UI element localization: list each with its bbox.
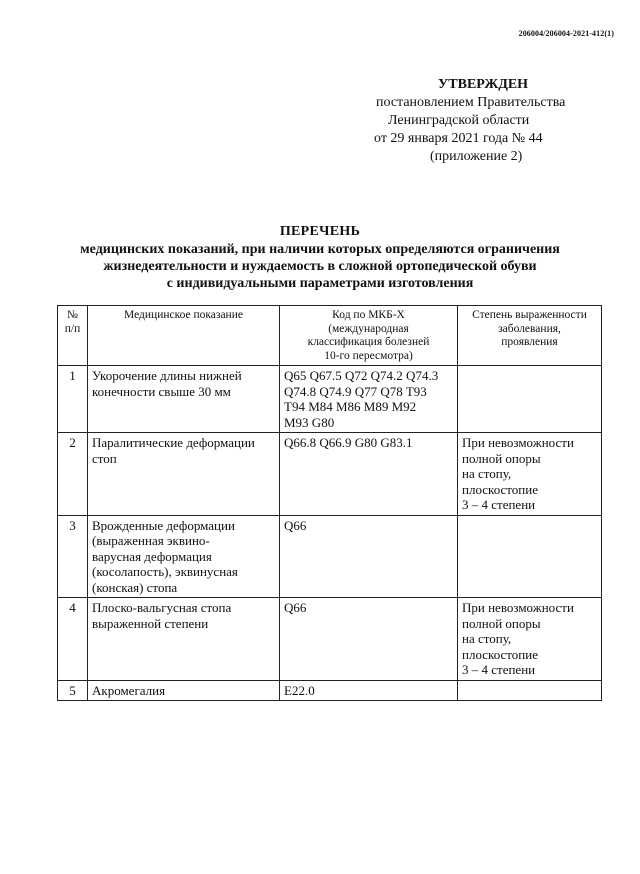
table-body <box>58 366 602 701</box>
table-header-row <box>58 306 602 366</box>
indication-line: выраженной степени <box>92 615 209 631</box>
severity-line: При невозможности <box>462 600 574 615</box>
header-code <box>280 306 458 366</box>
table-row <box>58 598 602 681</box>
indication-line: (косолапость), эквинусная <box>92 564 238 579</box>
icd-code-line: M93 G80 <box>284 414 335 430</box>
header-text: Медицинское показание <box>124 309 243 321</box>
approval-line: постановлением Правительства <box>376 95 566 110</box>
heading-line: жизнедеятельности и нуждаемость в сложной ортопедической обуви <box>103 259 537 274</box>
severity-line: 3 – 4 степени <box>462 662 536 677</box>
indication-line: (конская) стопа <box>92 579 178 595</box>
approval-title: УТВЕРЖДЕН <box>438 77 529 92</box>
header-text: п/п <box>64 322 81 335</box>
severity-cell <box>458 598 602 681</box>
icd-code-line: Q66 <box>284 517 307 533</box>
severity-line: полной опоры <box>462 615 541 631</box>
indication-cell <box>88 598 280 681</box>
indication-line: Плоско-вальгусная стопа <box>92 600 232 615</box>
indications-table <box>57 305 602 701</box>
table-row <box>58 366 602 433</box>
table-row <box>58 515 602 598</box>
icd-code-line: Q66.8 Q66.9 G80 G83.1 <box>284 435 413 450</box>
icd-code-cell <box>280 680 458 701</box>
indication-cell <box>88 433 280 516</box>
icd-code-cell <box>280 598 458 681</box>
row-number: 3 <box>58 515 88 598</box>
icd-code-line: Q66 <box>284 600 307 615</box>
indication-line: Врожденные деформации <box>92 517 235 533</box>
indication-cell <box>88 366 280 433</box>
header-text: Степень выраженности <box>472 309 587 321</box>
header-num <box>58 306 88 366</box>
approval-line: (приложение 2) <box>430 149 523 164</box>
indication-line: стоп <box>92 450 117 466</box>
header-text: проявления <box>501 336 558 348</box>
severity-cell <box>458 433 602 516</box>
heading-line: медицинских показаний, при наличии которых определяются ограничения <box>80 242 560 257</box>
indication-line: Паралитические деформации <box>92 435 255 450</box>
approval-line: Ленинградской области <box>388 113 530 128</box>
icd-code-line: Q65 Q67.5 Q72 Q74.2 Q74.3 <box>284 368 439 383</box>
document-heading <box>0 223 640 292</box>
header-text: Код по МКБ-X <box>332 309 405 321</box>
indication-line: Акромегалия <box>92 682 166 698</box>
severity-line: на стопу, <box>462 466 512 481</box>
approval-line: от 29 января 2021 года № 44 <box>374 131 543 146</box>
indication-line: (выраженная эквино- <box>92 533 210 548</box>
icd-code-line: E22.0 <box>284 682 315 698</box>
header-text: (международная <box>328 322 409 335</box>
severity-line: плоскостопие <box>462 646 538 662</box>
icd-code-cell <box>280 515 458 598</box>
indication-line: варусная деформация <box>92 548 212 564</box>
table-row <box>58 680 602 701</box>
row-number: 4 <box>58 598 88 681</box>
row-number: 5 <box>58 680 88 701</box>
indication-line: Укорочение длины нижней <box>92 368 242 383</box>
indication-cell <box>88 680 280 701</box>
severity-line: плоскостопие <box>462 481 538 497</box>
approval-block <box>370 76 600 166</box>
header-degree <box>458 306 602 366</box>
severity-line: 3 – 4 степени <box>462 497 536 512</box>
severity-line: полной опоры <box>462 450 541 466</box>
severity-cell <box>458 680 602 701</box>
header-text: № <box>67 309 78 321</box>
document-id: 206004/206004-2021-412(1) <box>518 29 614 38</box>
severity-line: на стопу, <box>462 631 512 646</box>
indication-line: конечности свыше 30 мм <box>92 383 231 399</box>
header-text: классификация болезней <box>307 336 430 348</box>
icd-code-line: Q74.8 Q74.9 Q77 Q78 T93 <box>284 383 427 399</box>
header-text: 10-го пересмотра) <box>324 349 413 362</box>
header-text: заболевания, <box>498 322 561 335</box>
indication-cell <box>88 515 280 598</box>
heading-line: с индивидуальными параметрами изготовления <box>166 276 474 291</box>
row-number: 1 <box>58 366 88 433</box>
severity-line: При невозможности <box>462 435 574 450</box>
row-number: 2 <box>58 433 88 516</box>
table-row <box>58 433 602 516</box>
severity-cell <box>458 515 602 598</box>
icd-code-cell <box>280 433 458 516</box>
severity-cell <box>458 366 602 433</box>
icd-code-line: T94 M84 M86 M89 M92 <box>284 399 417 414</box>
icd-code-cell <box>280 366 458 433</box>
heading-title: ПЕРЕЧЕНЬ <box>279 224 361 239</box>
header-indication <box>88 306 280 366</box>
